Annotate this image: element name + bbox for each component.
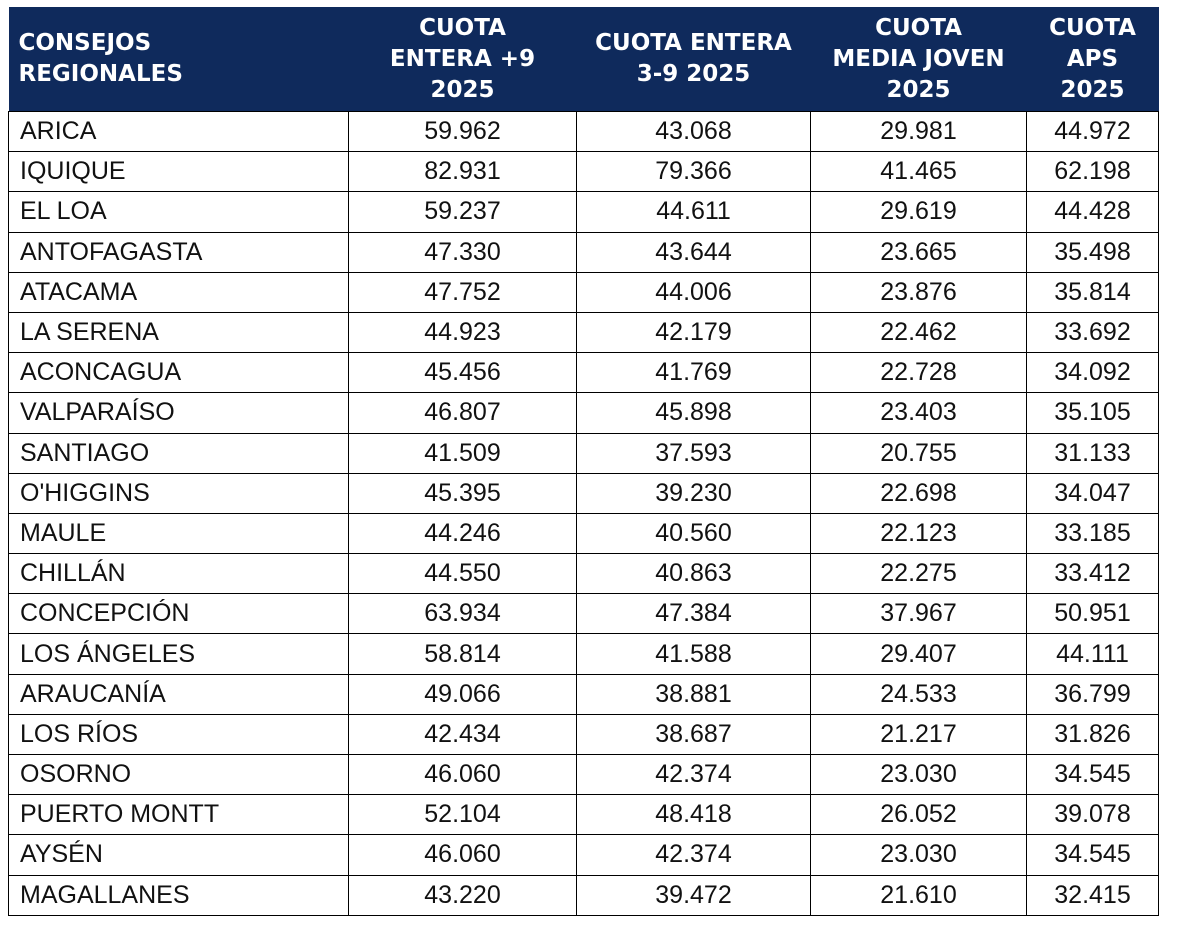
region-cell: LOS ÁNGELES bbox=[9, 634, 349, 674]
cuota-entera-9-cell: 46.060 bbox=[349, 835, 577, 875]
cuota-media-joven-cell: 23.876 bbox=[811, 272, 1027, 312]
region-cell: CONCEPCIÓN bbox=[9, 594, 349, 634]
table-row bbox=[9, 353, 1159, 393]
cuota-media-joven-cell: 23.030 bbox=[811, 835, 1027, 875]
cuota-entera-3-9-cell: 41.769 bbox=[577, 353, 811, 393]
cuota-entera-3-9-cell: 48.418 bbox=[577, 795, 811, 835]
region-cell: VALPARAÍSO bbox=[9, 393, 349, 433]
cuota-aps-cell: 44.972 bbox=[1027, 112, 1159, 152]
cuota-aps-cell: 50.951 bbox=[1027, 594, 1159, 634]
region-cell: CHILLÁN bbox=[9, 554, 349, 594]
cuota-entera-3-9-cell: 40.560 bbox=[577, 513, 811, 553]
cuota-aps-cell: 33.185 bbox=[1027, 513, 1159, 553]
region-cell: MAGALLANES bbox=[9, 875, 349, 915]
cuota-entera-9-cell: 45.395 bbox=[349, 473, 577, 513]
cuota-entera-9-cell: 49.066 bbox=[349, 674, 577, 714]
region-cell: MAULE bbox=[9, 513, 349, 553]
region-cell: ARAUCANÍA bbox=[9, 674, 349, 714]
cuota-entera-9-cell: 43.220 bbox=[349, 875, 577, 915]
cuota-media-joven-cell: 37.967 bbox=[811, 594, 1027, 634]
cuota-media-joven-cell: 22.462 bbox=[811, 312, 1027, 352]
cuota-aps-cell: 31.826 bbox=[1027, 714, 1159, 754]
table-row bbox=[9, 755, 1159, 795]
region-cell: PUERTO MONTT bbox=[9, 795, 349, 835]
table-row bbox=[9, 554, 1159, 594]
cuota-entera-9-cell: 82.931 bbox=[349, 152, 577, 192]
table-row bbox=[9, 634, 1159, 674]
cuota-aps-cell: 31.133 bbox=[1027, 433, 1159, 473]
header-row bbox=[9, 7, 1159, 112]
cuota-entera-3-9-cell: 39.472 bbox=[577, 875, 811, 915]
region-cell: LA SERENA bbox=[9, 312, 349, 352]
cuota-aps-cell: 34.047 bbox=[1027, 473, 1159, 513]
region-cell: EL LOA bbox=[9, 192, 349, 232]
cuota-entera-3-9-cell: 44.006 bbox=[577, 272, 811, 312]
cuota-media-joven-cell: 29.407 bbox=[811, 634, 1027, 674]
cuota-aps-cell: 34.545 bbox=[1027, 755, 1159, 795]
cuota-entera-9-cell: 44.923 bbox=[349, 312, 577, 352]
cuota-media-joven-cell: 21.217 bbox=[811, 714, 1027, 754]
table-row bbox=[9, 473, 1159, 513]
cuota-media-joven-cell: 41.465 bbox=[811, 152, 1027, 192]
region-cell: ACONCAGUA bbox=[9, 353, 349, 393]
cuota-media-joven-cell: 29.619 bbox=[811, 192, 1027, 232]
cuota-aps-cell: 33.412 bbox=[1027, 554, 1159, 594]
cuota-entera-9-cell: 44.246 bbox=[349, 513, 577, 553]
cuota-media-joven-cell: 23.665 bbox=[811, 232, 1027, 272]
cuota-entera-9-cell: 63.934 bbox=[349, 594, 577, 634]
cuota-entera-9-cell: 47.330 bbox=[349, 232, 577, 272]
cuota-entera-3-9-cell: 38.881 bbox=[577, 674, 811, 714]
table-row bbox=[9, 112, 1159, 152]
region-cell: AYSÉN bbox=[9, 835, 349, 875]
region-cell: OSORNO bbox=[9, 755, 349, 795]
cuota-aps-cell: 44.428 bbox=[1027, 192, 1159, 232]
region-cell: ARICA bbox=[9, 112, 349, 152]
cuota-aps-cell: 39.078 bbox=[1027, 795, 1159, 835]
cuota-media-joven-cell: 22.728 bbox=[811, 353, 1027, 393]
cuota-entera-9-cell: 44.550 bbox=[349, 554, 577, 594]
cuota-aps-cell: 62.198 bbox=[1027, 152, 1159, 192]
table-row bbox=[9, 192, 1159, 232]
region-cell: LOS RÍOS bbox=[9, 714, 349, 754]
table-row bbox=[9, 835, 1159, 875]
cuota-entera-3-9-cell: 47.384 bbox=[577, 594, 811, 634]
table-row bbox=[9, 714, 1159, 754]
cuota-media-joven-cell: 22.123 bbox=[811, 513, 1027, 553]
cuota-entera-3-9-cell: 43.068 bbox=[577, 112, 811, 152]
cuota-entera-3-9-cell: 40.863 bbox=[577, 554, 811, 594]
cuota-entera-3-9-cell: 37.593 bbox=[577, 433, 811, 473]
table-row bbox=[9, 594, 1159, 634]
cuota-entera-3-9-cell: 39.230 bbox=[577, 473, 811, 513]
cuota-entera-9-cell: 46.060 bbox=[349, 755, 577, 795]
cuota-entera-9-cell: 45.456 bbox=[349, 353, 577, 393]
cuota-aps-cell: 33.692 bbox=[1027, 312, 1159, 352]
cuota-entera-9-cell: 42.434 bbox=[349, 714, 577, 754]
cuota-entera-3-9-cell: 79.366 bbox=[577, 152, 811, 192]
cuota-media-joven-cell: 29.981 bbox=[811, 112, 1027, 152]
cuota-entera-3-9-cell: 43.644 bbox=[577, 232, 811, 272]
cuota-entera-9-cell: 59.962 bbox=[349, 112, 577, 152]
cuota-media-joven-cell: 20.755 bbox=[811, 433, 1027, 473]
cuota-entera-9-cell: 52.104 bbox=[349, 795, 577, 835]
region-cell: SANTIAGO bbox=[9, 433, 349, 473]
region-cell: ANTOFAGASTA bbox=[9, 232, 349, 272]
table-row bbox=[9, 674, 1159, 714]
cuota-entera-3-9-cell: 44.611 bbox=[577, 192, 811, 232]
table-row bbox=[9, 513, 1159, 553]
cuotas-table bbox=[8, 7, 1159, 916]
cuota-entera-9-cell: 41.509 bbox=[349, 433, 577, 473]
cuota-entera-3-9-cell: 38.687 bbox=[577, 714, 811, 754]
header-cuota-aps: CUOTA APS 2025 bbox=[1027, 7, 1159, 112]
cuota-aps-cell: 35.498 bbox=[1027, 232, 1159, 272]
cuota-media-joven-cell: 22.698 bbox=[811, 473, 1027, 513]
cuota-media-joven-cell: 24.533 bbox=[811, 674, 1027, 714]
cuota-entera-9-cell: 46.807 bbox=[349, 393, 577, 433]
cuota-media-joven-cell: 23.403 bbox=[811, 393, 1027, 433]
cuota-media-joven-cell: 23.030 bbox=[811, 755, 1027, 795]
cuota-media-joven-cell: 22.275 bbox=[811, 554, 1027, 594]
table-row bbox=[9, 875, 1159, 915]
cuota-aps-cell: 32.415 bbox=[1027, 875, 1159, 915]
table-row bbox=[9, 312, 1159, 352]
table-row bbox=[9, 232, 1159, 272]
header-cuota-entera-3-9: CUOTA ENTERA 3-9 2025 bbox=[577, 7, 811, 112]
table-row bbox=[9, 795, 1159, 835]
region-cell: O'HIGGINS bbox=[9, 473, 349, 513]
cuota-aps-cell: 44.111 bbox=[1027, 634, 1159, 674]
header-region: CONSEJOS REGIONALES bbox=[9, 7, 349, 112]
cuota-entera-3-9-cell: 42.374 bbox=[577, 755, 811, 795]
cuota-aps-cell: 34.545 bbox=[1027, 835, 1159, 875]
cuota-entera-9-cell: 47.752 bbox=[349, 272, 577, 312]
cuota-aps-cell: 36.799 bbox=[1027, 674, 1159, 714]
header-cuota-entera-9: CUOTA ENTERA +9 2025 bbox=[349, 7, 577, 112]
cuota-aps-cell: 35.814 bbox=[1027, 272, 1159, 312]
table-row bbox=[9, 433, 1159, 473]
cuota-media-joven-cell: 26.052 bbox=[811, 795, 1027, 835]
region-cell: IQUIQUE bbox=[9, 152, 349, 192]
table-row bbox=[9, 152, 1159, 192]
cuota-media-joven-cell: 21.610 bbox=[811, 875, 1027, 915]
table-row bbox=[9, 393, 1159, 433]
cuota-aps-cell: 35.105 bbox=[1027, 393, 1159, 433]
cuota-entera-3-9-cell: 42.179 bbox=[577, 312, 811, 352]
cuota-entera-3-9-cell: 42.374 bbox=[577, 835, 811, 875]
cuota-entera-3-9-cell: 41.588 bbox=[577, 634, 811, 674]
cuota-aps-cell: 34.092 bbox=[1027, 353, 1159, 393]
cuota-entera-9-cell: 58.814 bbox=[349, 634, 577, 674]
table-row bbox=[9, 272, 1159, 312]
header-cuota-media-joven: CUOTA MEDIA JOVEN 2025 bbox=[811, 7, 1027, 112]
cuota-entera-9-cell: 59.237 bbox=[349, 192, 577, 232]
cuota-entera-3-9-cell: 45.898 bbox=[577, 393, 811, 433]
region-cell: ATACAMA bbox=[9, 272, 349, 312]
